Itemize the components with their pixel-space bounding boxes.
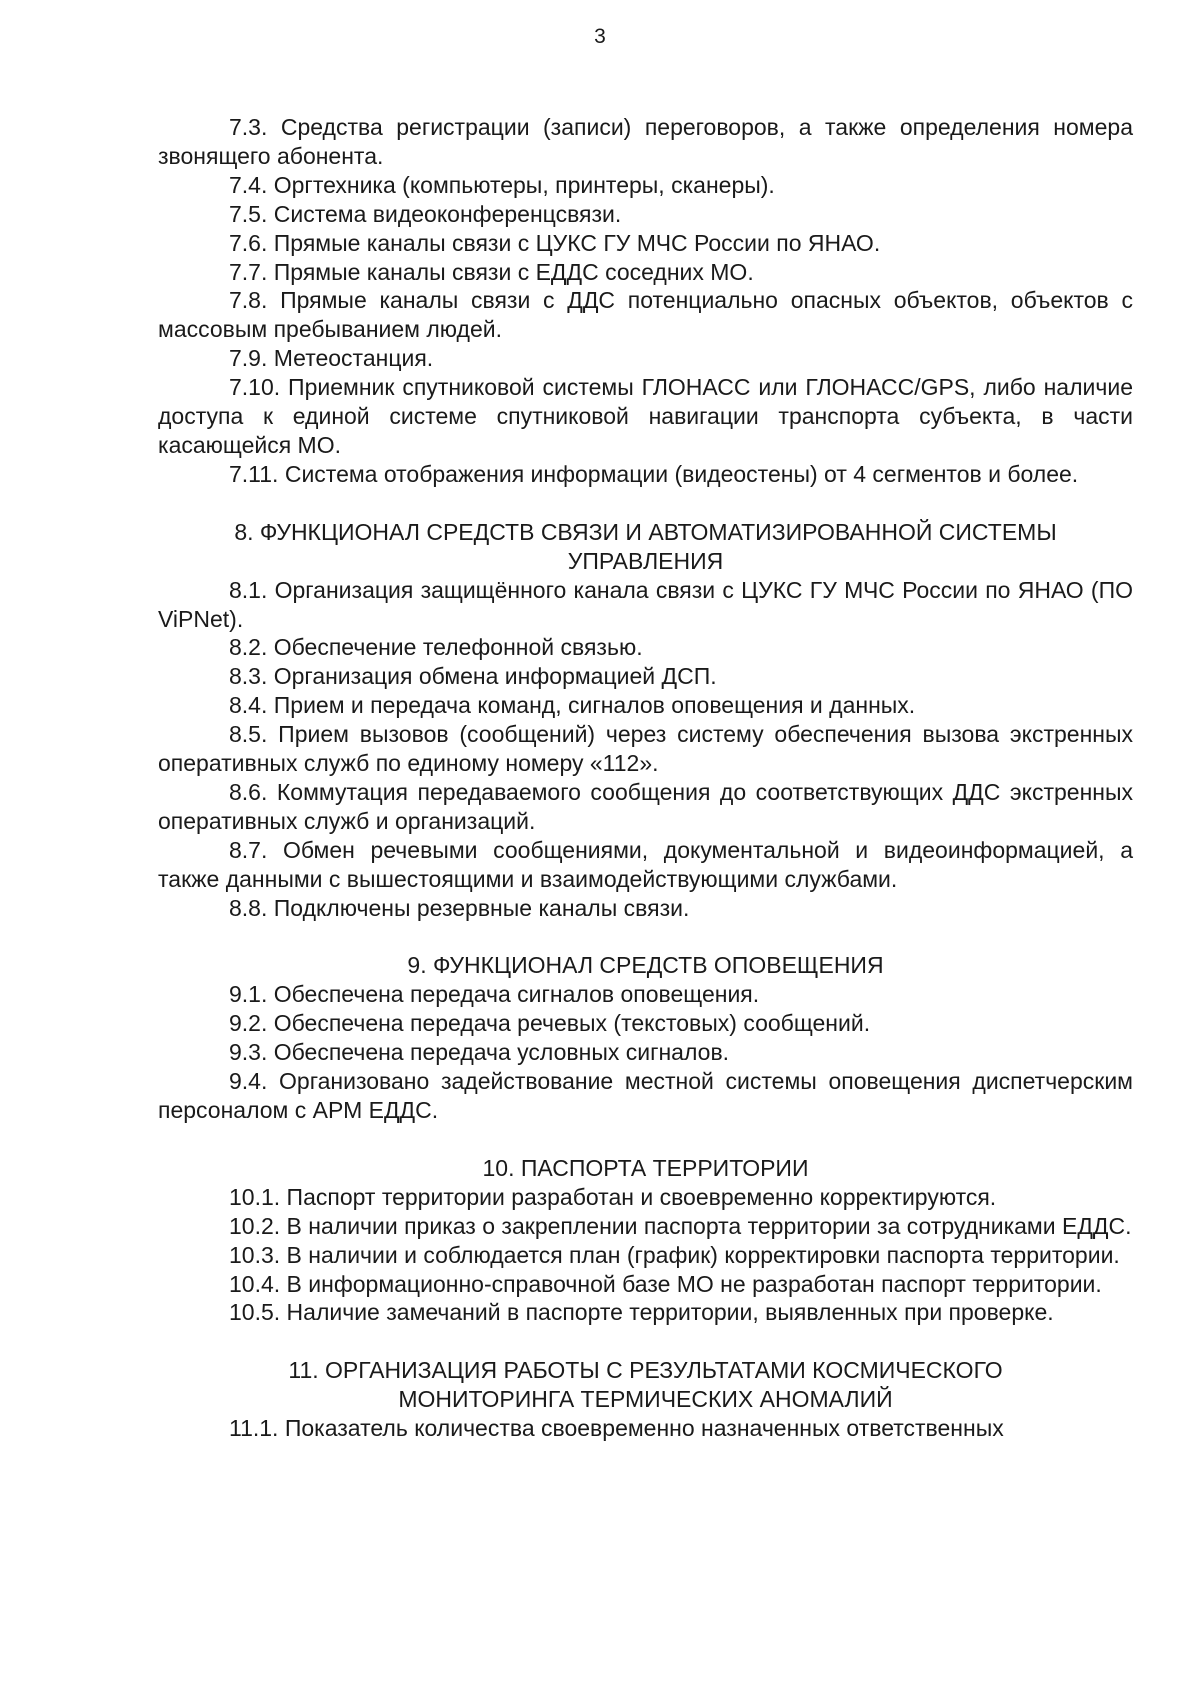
page-number: 3	[594, 25, 606, 48]
list-item: 11.1. Показатель количества своевременно назначенных ответственных	[229, 1415, 1004, 1442]
list-item: 9.4. Организовано задействование местной системы оповещения диспетчерским персоналом с АРМ ЕДДС.	[158, 1068, 1133, 1123]
list-item: 10.3. В наличии и соблюдается план (график) корректировки паспорта территории.	[229, 1241, 1120, 1268]
list-item: 7.8. Прямые каналы связи с ДДС потенциально опасных объектов, объектов с массовым пребыванием людей.	[158, 287, 1133, 343]
document-body	[158, 113, 1133, 1443]
list-item: 7.3. Средства регистрации (записи) переговоров, а также определения номера звонящего абонента.	[158, 114, 1133, 169]
list-item: 8.4. Прием и передача команд, сигналов оповещения и данных.	[229, 692, 916, 719]
list-item: 7.5. Система видеоконференцсвязи.	[229, 200, 622, 227]
list-item: 8.2. Обеспечение телефонной связью.	[229, 634, 643, 661]
section-heading-line: 8. ФУНКЦИОНАЛ СРЕДСТВ СВЯЗИ И АВТОМАТИЗИРОВАННОЙ СИСТЕМЫ	[234, 518, 1057, 545]
section-spacer	[158, 1125, 1133, 1154]
list-item: 7.4. Оргтехника (компьютеры, принтеры, сканеры).	[229, 171, 775, 198]
list-item: 7.11. Система отображения информации (видеостены) от 4 сегментов и более.	[229, 460, 1079, 487]
section-9	[158, 951, 1133, 1124]
section-spacer	[158, 922, 1133, 951]
list-item: 10.1. Паспорт территории разработан и своевременно корректируются.	[229, 1183, 997, 1210]
list-item: 7.7. Прямые каналы связи с ЕДДС соседних МО.	[229, 258, 754, 285]
list-item: 8.6. Коммутация передаваемого сообщения до соответствующих ДДС экстренных оперативных служб и организаций.	[158, 778, 1133, 834]
section-heading: 10. ПАСПОРТА ТЕРРИТОРИИ	[482, 1154, 809, 1181]
section-heading	[158, 518, 1133, 576]
list-item: 9.3. Обеспечена передача условных сигналов.	[229, 1039, 730, 1066]
list-item: 7.10. Приемник спутниковой системы ГЛОНАСС или ГЛОНАСС/GPS, либо наличие доступа к единой системе спутниковой навигации транспорта субъекта, в части касающейся МО.	[158, 374, 1133, 458]
list-item: 9.1. Обеспечена передача сигналов оповещения.	[229, 981, 760, 1008]
list-item: 8.8. Подключены резервные каналы связи.	[229, 894, 690, 921]
section-heading-line: МОНИТОРИНГА ТЕРМИЧЕСКИХ АНОМАЛИЙ	[398, 1386, 893, 1413]
section-8	[158, 518, 1133, 923]
list-item: 9.2. Обеспечена передача речевых (текстовых) сообщений.	[229, 1010, 871, 1037]
section-heading-line: УПРАВЛЕНИЯ	[567, 547, 724, 574]
list-item: 8.7. Обмен речевыми сообщениями, документальной и видеоинформацией, а также данными с вышестоящими и взаимодействующими службами.	[158, 836, 1133, 892]
section-spacer	[158, 1327, 1133, 1356]
list-item: 8.5. Прием вызовов (сообщений) через систему обеспечения вызова экстренных оперативных служб по единому номеру «112».	[158, 721, 1133, 777]
section-heading	[158, 1356, 1133, 1414]
list-item: 10.5. Наличие замечаний в паспорте территории, выявленных при проверке.	[229, 1299, 1054, 1326]
section-11	[158, 1356, 1133, 1443]
list-item: 10.2. В наличии приказ о закреплении паспорта территории за сотрудниками ЕДДС.	[229, 1212, 1132, 1239]
section-10	[158, 1154, 1133, 1327]
list-item: 8.1. Организация защищённого канала связи с ЦУКС ГУ МЧС России по ЯНАО (ПО ViPNet).	[158, 576, 1133, 632]
section-spacer	[158, 489, 1133, 518]
list-item: 10.4. В информационно-справочной базе МО не разработан паспорт территории.	[229, 1270, 1102, 1297]
list-item: 8.3. Организация обмена информацией ДСП.	[229, 663, 717, 690]
section-7	[158, 113, 1133, 489]
list-item: 7.9. Метеостанция.	[229, 345, 434, 372]
section-heading: 9. ФУНКЦИОНАЛ СРЕДСТВ ОПОВЕЩЕНИЯ	[407, 952, 884, 979]
section-heading-line: 11. ОРГАНИЗАЦИЯ РАБОТЫ С РЕЗУЛЬТАТАМИ КОСМИЧЕСКОГО	[288, 1357, 1003, 1384]
list-item: 7.6. Прямые каналы связи с ЦУКС ГУ МЧС России по ЯНАО.	[229, 229, 881, 256]
